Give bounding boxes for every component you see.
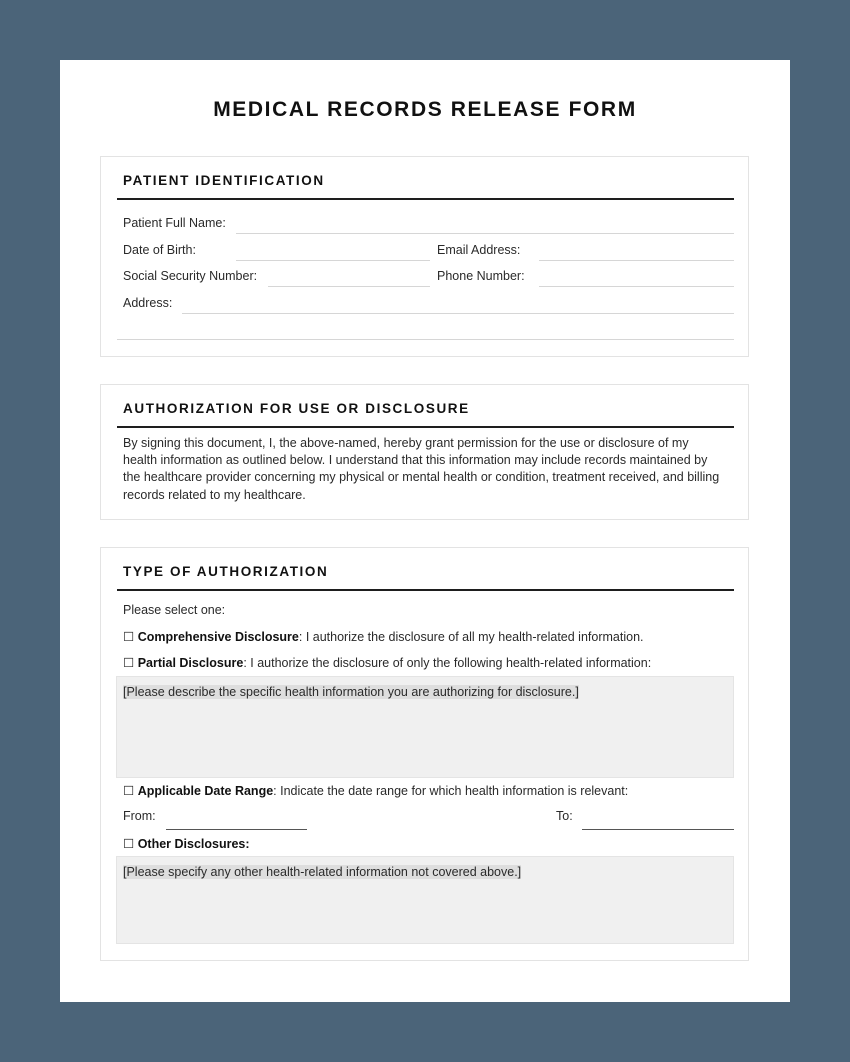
partial-title: Partial Disclosure <box>137 656 244 670</box>
dob-label: Date of Birth: <box>123 243 196 257</box>
address-field-line-2[interactable] <box>117 339 734 340</box>
date-range-title: Applicable Date Range <box>137 784 274 798</box>
authorization-section <box>100 384 749 520</box>
section-heading: PATIENT IDENTIFICATION <box>123 173 325 188</box>
from-label: From: <box>123 809 156 823</box>
partial-desc: : I authorize the disclosure of only the following health-related information: <box>243 656 652 670</box>
section-divider <box>117 426 734 428</box>
section-heading: AUTHORIZATION FOR USE OR DISCLOSURE <box>123 401 470 416</box>
type-of-authorization-section <box>100 547 749 961</box>
instruction-text: Please select one: <box>123 603 226 617</box>
section-heading: TYPE OF AUTHORIZATION <box>123 564 329 579</box>
partial-description-textarea[interactable] <box>116 676 734 778</box>
document-title: MEDICAL RECORDS RELEASE FORM <box>213 98 637 121</box>
comprehensive-title: Comprehensive Disclosure <box>137 630 299 644</box>
other-disclosures-title: Other Disclosures: <box>137 837 250 851</box>
ssn-field[interactable] <box>268 286 430 287</box>
date-range-option[interactable] <box>123 783 628 798</box>
checkbox-icon[interactable]: ☐ <box>123 656 135 670</box>
checkbox-icon[interactable]: ☐ <box>123 630 135 644</box>
authorization-text: By signing this document, I, the above-named, hereby grant permission for the use or disclosure of my health information as outlined below. I understand that this information may include records maintained by the healthcare provider concerning my physical or mental health or condition, treatment received, and billing records related to my healthcare. <box>123 436 720 502</box>
other-disclosures-textarea[interactable] <box>116 856 734 944</box>
email-field[interactable] <box>539 260 734 261</box>
to-date-field[interactable] <box>582 829 734 830</box>
section-divider <box>117 589 734 591</box>
phone-label: Phone Number: <box>437 269 525 283</box>
to-label: To: <box>556 809 573 823</box>
checkbox-icon[interactable]: ☐ <box>123 784 135 798</box>
address-field-line-1[interactable] <box>182 313 734 314</box>
comprehensive-desc: : I authorize the disclosure of all my health-related information. <box>298 630 644 644</box>
phone-field[interactable] <box>539 286 734 287</box>
ssn-label: Social Security Number: <box>123 269 258 283</box>
other-disclosures-option[interactable] <box>123 836 250 851</box>
partial-placeholder: [Please describe the specific health information you are authorizing for disclosure.] <box>123 685 579 699</box>
dob-field[interactable] <box>236 260 430 261</box>
date-range-desc: : Indicate the date range for which health information is relevant: <box>273 784 629 798</box>
email-label: Email Address: <box>437 243 521 257</box>
patient-identification-section <box>100 156 749 357</box>
full-name-field[interactable] <box>236 233 734 234</box>
address-label: Address: <box>123 296 173 310</box>
comprehensive-option[interactable] <box>123 629 644 644</box>
checkbox-icon[interactable]: ☐ <box>123 837 135 851</box>
from-date-field[interactable] <box>166 829 307 830</box>
full-name-label: Patient Full Name: <box>123 216 226 230</box>
partial-option[interactable] <box>123 655 651 670</box>
other-placeholder: [Please specify any other health-related information not covered above.] <box>123 865 522 879</box>
section-divider <box>117 198 734 200</box>
